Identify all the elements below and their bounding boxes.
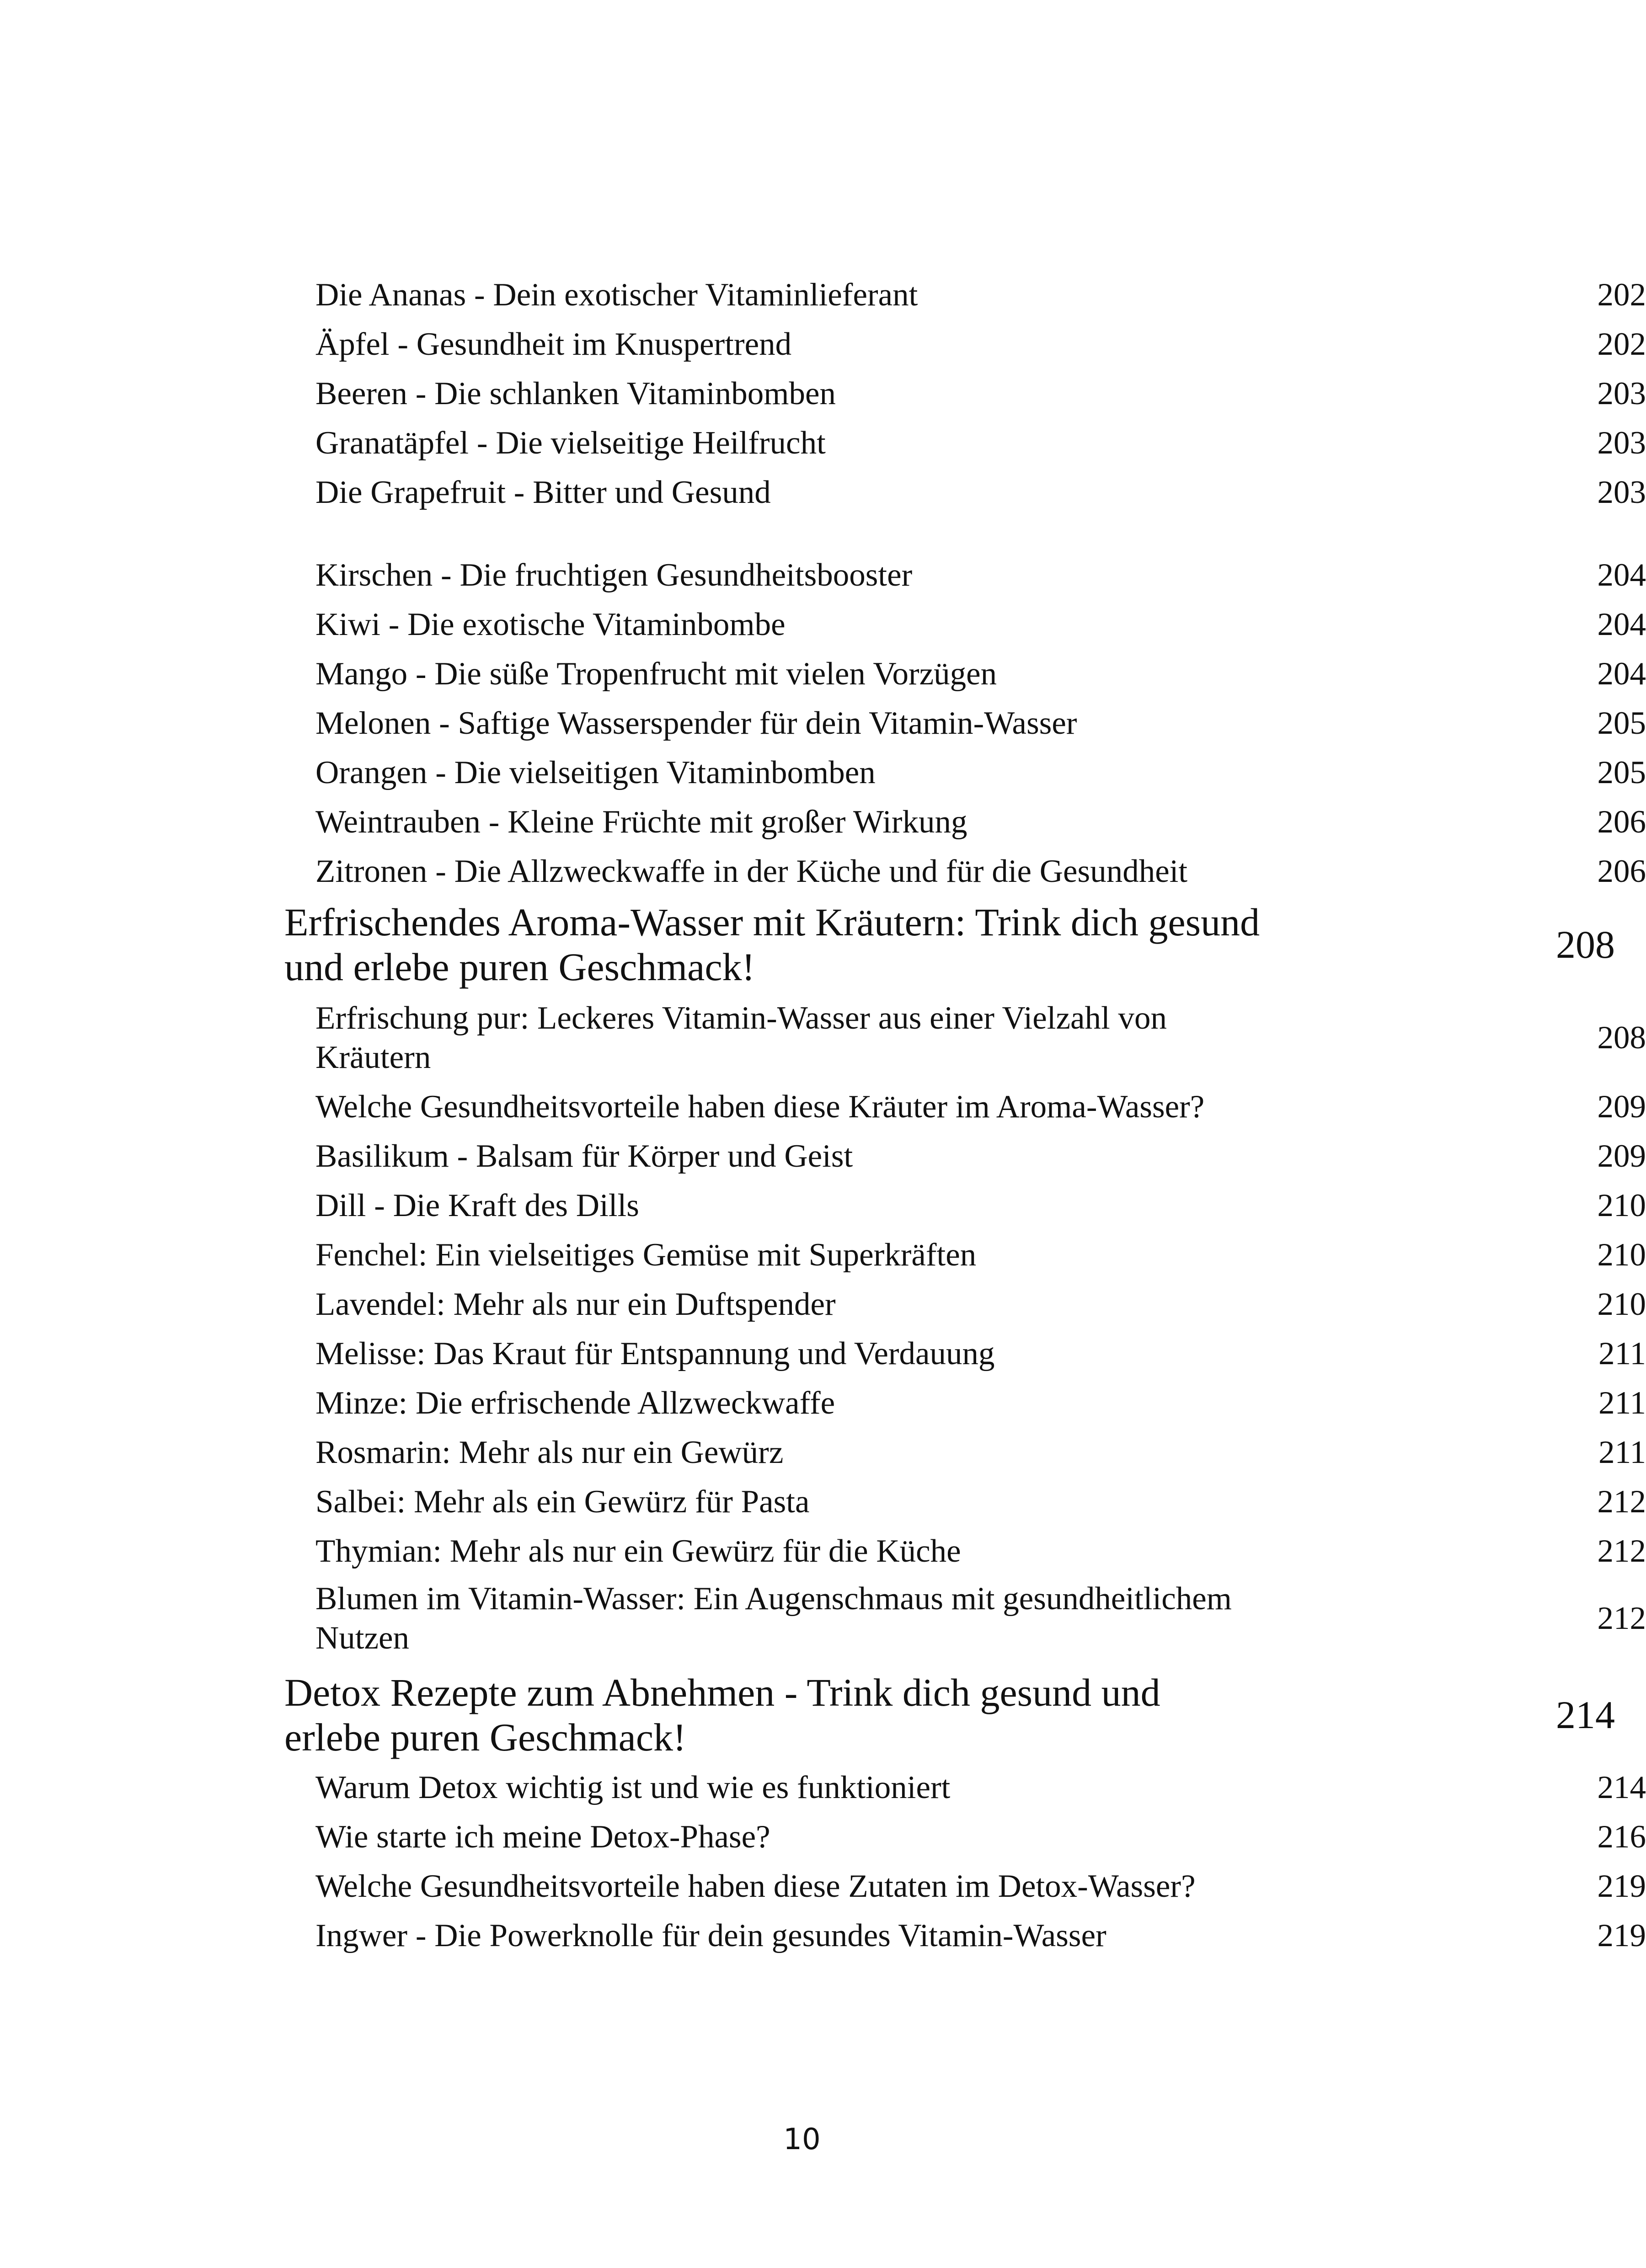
- toc-chapter-title: Detox Rezepte zum Abnehmen - Trink dich gesund und erlebe puren Geschmack!: [284, 1670, 1160, 1759]
- toc-entry: [315, 1479, 1646, 1525]
- toc-entry: [315, 470, 1646, 515]
- toc-entry: [315, 1765, 1646, 1810]
- toc-entry: [315, 651, 1646, 697]
- toc-entry-page: 209: [1597, 1089, 1646, 1125]
- toc-chapter-entry: [284, 897, 1615, 991]
- toc-entry: [315, 1814, 1646, 1860]
- toc-entry: [315, 750, 1646, 795]
- toc-entry-title: Kiwi - Die exotische Vitaminbombe: [315, 607, 786, 642]
- toc-entry-title: Wie starte ich meine Detox-Phase?: [315, 1819, 770, 1855]
- page-number: 10: [783, 2123, 821, 2156]
- toc-entry-page: 203: [1597, 425, 1646, 461]
- toc-entry: [315, 1913, 1646, 1958]
- toc-entry-page: 210: [1597, 1286, 1646, 1322]
- toc-entry-page: 212: [1597, 1533, 1646, 1569]
- toc-entry-title: Äpfel - Gesundheit im Knuspertrend: [315, 326, 792, 362]
- toc-entry: [315, 1281, 1646, 1327]
- toc-entry-title: Die Ananas - Dein exotischer Vitaminlieferant: [315, 277, 918, 313]
- toc-entry: [315, 997, 1646, 1079]
- toc-entry: [315, 321, 1646, 367]
- toc-entry: [315, 1380, 1646, 1426]
- toc-entry-title: Zitronen - Die Allzweckwaffe in der Küche und für die Gesundheit: [315, 854, 1188, 889]
- toc-entry: [315, 1232, 1646, 1278]
- toc-entry: [315, 1528, 1646, 1574]
- toc-entry-title: Dill - Die Kraft des Dills: [315, 1188, 639, 1223]
- toc-entry-title: Beeren - Die schlanken Vitaminbomben: [315, 376, 836, 411]
- toc-entry-page: 211: [1598, 1336, 1646, 1371]
- toc-entry-page: 204: [1597, 656, 1646, 692]
- toc-entry: [315, 848, 1646, 894]
- toc-entry-title: Weintrauben - Kleine Früchte mit großer Wirkung: [315, 804, 967, 840]
- toc-entry-title: Thymian: Mehr als nur ein Gewürz für die Küche: [315, 1533, 961, 1569]
- toc-entry-page: 216: [1597, 1819, 1646, 1855]
- toc-entry-title: Salbei: Mehr als ein Gewürz für Pasta: [315, 1484, 810, 1520]
- toc-entry: [315, 1133, 1646, 1179]
- toc-entry-page: 206: [1597, 854, 1646, 889]
- toc-entry-title: Kirschen - Die fruchtigen Gesundheitsbooster: [315, 557, 913, 593]
- toc-entry-title: Blumen im Vitamin-Wasser: Ein Augenschmaus mit gesundheitlichem Nutzen: [315, 1581, 1232, 1656]
- toc-entry-title: Mango - Die süße Tropenfrucht mit vielen Vorzügen: [315, 656, 997, 692]
- toc-entry-page: 209: [1597, 1138, 1646, 1174]
- toc-entry: [315, 700, 1646, 746]
- toc-entry-title: Die Grapefruit - Bitter und Gesund: [315, 475, 771, 510]
- toc-chapter-entry: [284, 1668, 1615, 1761]
- toc-chapter-page: 208: [1556, 922, 1615, 966]
- toc-entry-title: Warum Detox wichtig ist und wie es funktioniert: [315, 1770, 951, 1805]
- toc-entry: [315, 1331, 1646, 1377]
- toc-entry-title: Melonen - Saftige Wasserspender für dein Vitamin-Wasser: [315, 705, 1077, 741]
- toc-entry-title: Basilikum - Balsam für Körper und Geist: [315, 1138, 853, 1174]
- toc-entry-page: 214: [1597, 1770, 1646, 1805]
- toc-entry: [315, 552, 1646, 598]
- toc-entry-page: 210: [1597, 1237, 1646, 1273]
- toc-entry-page: 204: [1597, 607, 1646, 642]
- toc-entry-page: 208: [1597, 1020, 1646, 1056]
- toc-entry-page: 202: [1597, 277, 1646, 313]
- toc-entry-page: 211: [1598, 1435, 1646, 1470]
- toc-entry-title: Melisse: Das Kraut für Entspannung und Verdauung: [315, 1336, 995, 1371]
- toc-entry-page: 212: [1597, 1601, 1646, 1636]
- toc-entry: [315, 1183, 1646, 1228]
- toc-entry: [315, 602, 1646, 647]
- toc-entry-page: 205: [1597, 755, 1646, 790]
- toc-entry-title: Erfrischung pur: Leckeres Vitamin-Wasser aus einer Vielzahl von Kräutern: [315, 1000, 1167, 1075]
- toc-entry-page: 202: [1597, 326, 1646, 362]
- toc-entry-title: Ingwer - Die Powerknolle für dein gesundes Vitamin-Wasser: [315, 1918, 1106, 1953]
- toc-entry-title: Granatäpfel - Die vielseitige Heilfrucht: [315, 425, 826, 461]
- toc-entry-title: Lavendel: Mehr als nur ein Duftspender: [315, 1286, 836, 1322]
- toc-entry: [315, 799, 1646, 845]
- toc-entry-page: 205: [1597, 705, 1646, 741]
- toc-entry-title: Welche Gesundheitsvorteile haben diese Kräuter im Aroma-Wasser?: [315, 1089, 1205, 1125]
- toc-entry: [315, 1084, 1646, 1130]
- toc-entry-page: 212: [1597, 1484, 1646, 1520]
- toc-entry-page: 203: [1597, 475, 1646, 510]
- toc-entry-page: 219: [1597, 1918, 1646, 1953]
- toc-chapter-page: 214: [1556, 1692, 1615, 1737]
- toc-entry: [315, 371, 1646, 416]
- toc-entry-title: Welche Gesundheitsvorteile haben diese Zutaten im Detox-Wasser?: [315, 1868, 1196, 1904]
- toc-entry-page: 206: [1597, 804, 1646, 840]
- toc-entry-page: 203: [1597, 376, 1646, 411]
- toc-entry: [315, 1430, 1646, 1475]
- toc-entry: [315, 420, 1646, 466]
- toc-entry-page: 204: [1597, 557, 1646, 593]
- toc-entry-title: Fenchel: Ein vielseitiges Gemüse mit Superkräften: [315, 1237, 977, 1273]
- toc-entry-title: Orangen - Die vielseitigen Vitaminbomben: [315, 755, 876, 790]
- toc-entry: [315, 1577, 1646, 1660]
- toc-entry-page: 210: [1597, 1188, 1646, 1223]
- toc-entry-page: 211: [1598, 1385, 1646, 1421]
- toc-entry-title: Minze: Die erfrischende Allzweckwaffe: [315, 1385, 835, 1421]
- toc-chapter-title: Erfrischendes Aroma-Wasser mit Kräutern: Trink dich gesund und erlebe puren Geschmack!: [284, 900, 1260, 989]
- toc-entry-page: 219: [1597, 1868, 1646, 1904]
- toc-entry: [315, 1863, 1646, 1909]
- toc-entry: [315, 272, 1646, 318]
- toc-entry-title: Rosmarin: Mehr als nur ein Gewürz: [315, 1435, 784, 1470]
